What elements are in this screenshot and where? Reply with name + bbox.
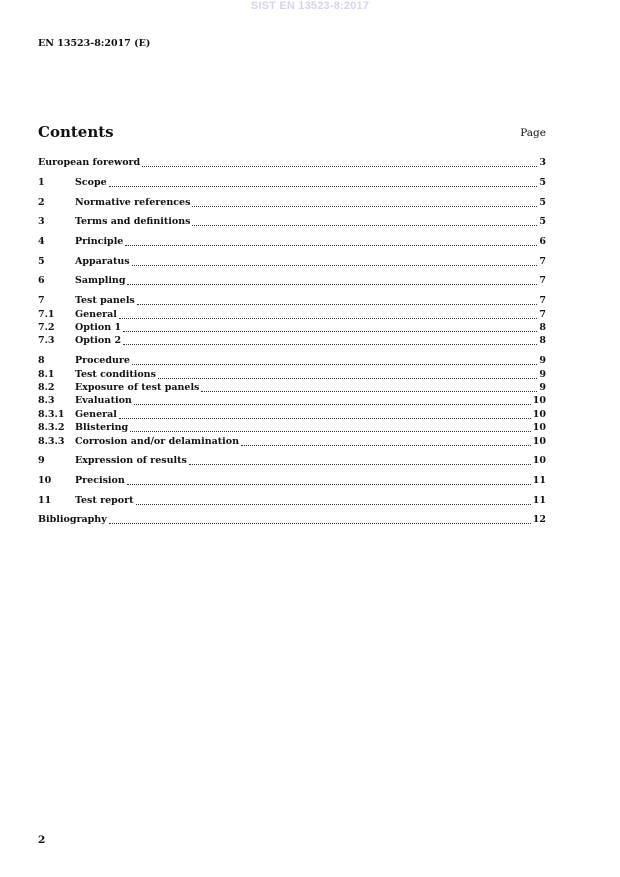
toc-leader-dots — [119, 411, 531, 419]
toc-entry[interactable] — [38, 177, 546, 189]
toc-entry-page: 10 — [532, 436, 546, 447]
toc-entry-title: Blistering — [75, 422, 129, 433]
watermark: SIST EN 13523-8:2017 — [250, 0, 370, 12]
toc-entry-page: 8 — [539, 322, 546, 333]
toc-leader-dots — [134, 397, 531, 405]
toc-entry-number: 7.3 — [38, 335, 55, 346]
toc-entry-number: 8 — [38, 355, 45, 366]
toc-entry-page: 10 — [532, 422, 546, 433]
toc-entry-page: 12 — [532, 514, 546, 525]
toc-leader-dots — [241, 438, 531, 446]
toc-entry-title: Test conditions — [75, 369, 156, 380]
toc-entry[interactable] — [38, 455, 546, 467]
toc-entry-page: 10 — [532, 409, 546, 420]
toc-entry-page: 7 — [539, 275, 546, 286]
toc-entry[interactable] — [38, 256, 546, 268]
toc-leader-dots — [123, 337, 537, 345]
toc-entry-title: Apparatus — [75, 256, 130, 267]
toc-entry[interactable] — [38, 309, 546, 321]
toc-leader-dots — [109, 516, 531, 524]
page-number: 2 — [38, 834, 46, 846]
toc-entry-page: 10 — [532, 455, 546, 466]
toc-entry-title: Exposure of test panels — [75, 382, 200, 393]
toc-entry-page: 8 — [539, 335, 546, 346]
page-column-label: Page — [520, 127, 546, 139]
toc-entry-page: 9 — [539, 355, 546, 366]
toc-entry-title: Procedure — [75, 355, 130, 366]
toc-entry[interactable] — [38, 369, 546, 381]
toc-entry[interactable] — [38, 436, 546, 448]
toc-entry-page: 9 — [539, 382, 546, 393]
toc-leader-dots — [130, 424, 531, 432]
toc-entry-number: 10 — [38, 475, 52, 486]
toc-entry-number: 7.1 — [38, 309, 55, 320]
toc-entry-number: 1 — [38, 177, 45, 188]
toc-entry-number: 8.3.3 — [38, 436, 65, 447]
toc-entry-number: 6 — [38, 275, 45, 286]
toc-entry-title: Test panels — [75, 295, 135, 306]
toc-entry[interactable] — [38, 197, 546, 209]
toc-entry-number: 2 — [38, 197, 45, 208]
toc-entry-title: Principle — [75, 236, 124, 247]
toc-entry-title: Expression of results — [75, 455, 187, 466]
toc-entry-title: Option 1 — [75, 322, 122, 333]
toc-leader-dots — [132, 357, 537, 365]
toc-entry-title: Terms and definitions — [75, 216, 191, 227]
toc-entry[interactable] — [38, 275, 546, 287]
toc-entry-title: European foreword — [38, 157, 141, 168]
toc-entry-title: General — [75, 409, 117, 420]
toc-entry-title: Test report — [75, 495, 134, 506]
toc-entry-page: 7 — [539, 295, 546, 306]
toc-entry[interactable] — [38, 514, 546, 526]
toc-entry-page: 10 — [532, 395, 546, 406]
toc-entry[interactable] — [38, 322, 546, 334]
toc-entry[interactable] — [38, 395, 546, 407]
toc-leader-dots — [192, 218, 537, 226]
toc-entry-number: 4 — [38, 236, 45, 247]
page-title: Contents — [38, 123, 114, 141]
toc-entry-page: 3 — [539, 157, 546, 168]
toc-leader-dots — [127, 277, 537, 285]
toc-entry[interactable] — [38, 422, 546, 434]
toc-entry-title: Option 2 — [75, 335, 122, 346]
toc-entry-title: Bibliography — [38, 514, 107, 525]
toc-leader-dots — [123, 324, 537, 332]
toc-entry-page: 9 — [539, 369, 546, 380]
toc-entry[interactable] — [38, 355, 546, 367]
toc-leader-dots — [132, 258, 538, 266]
toc-entry-page: 11 — [532, 495, 546, 506]
toc-entry-title: Scope — [75, 177, 107, 188]
toc-entry-number: 8.3 — [38, 395, 55, 406]
toc-entry-number: 8.2 — [38, 382, 55, 393]
toc-entry-number: 5 — [38, 256, 45, 267]
toc-entry-page: 5 — [539, 197, 546, 208]
toc-entry-page: 7 — [539, 309, 546, 320]
toc-entry-title: Normative references — [75, 197, 191, 208]
toc-entry-number: 3 — [38, 216, 45, 227]
toc-entry-title: Corrosion and/or delamination — [75, 436, 239, 447]
toc-entry[interactable] — [38, 335, 546, 347]
toc-entry-title: General — [75, 309, 117, 320]
toc-entry-page: 5 — [539, 177, 546, 188]
toc-entry-title: Sampling — [75, 275, 126, 286]
toc-entry-title: Precision — [75, 475, 125, 486]
toc-entry-number: 8.1 — [38, 369, 55, 380]
toc-leader-dots — [189, 457, 531, 465]
toc-entry-page: 6 — [539, 236, 546, 247]
toc-entry-number: 8.3.1 — [38, 409, 65, 420]
toc-leader-dots — [142, 159, 537, 167]
toc-entry-title: Evaluation — [75, 395, 132, 406]
toc-leader-dots — [127, 477, 531, 485]
toc-entry-number: 8.3.2 — [38, 422, 65, 433]
toc-entry[interactable] — [38, 295, 546, 307]
toc-entry-number: 11 — [38, 495, 52, 506]
toc-entry-page: 11 — [532, 475, 546, 486]
toc-leader-dots — [137, 297, 538, 305]
toc-entry-page: 5 — [539, 216, 546, 227]
document-id: EN 13523-8:2017 (E) — [38, 38, 151, 49]
toc-leader-dots — [119, 311, 537, 319]
toc-leader-dots — [109, 179, 538, 187]
toc-leader-dots — [125, 238, 537, 246]
toc-entry-number: 9 — [38, 455, 45, 466]
toc-entry[interactable] — [38, 382, 546, 394]
toc-leader-dots — [158, 371, 537, 379]
toc-entry-number: 7.2 — [38, 322, 55, 333]
toc-entry[interactable] — [38, 236, 546, 248]
toc-entry[interactable] — [38, 409, 546, 421]
toc-entry-page: 7 — [539, 256, 546, 267]
toc-entry[interactable] — [38, 475, 546, 487]
toc-entry-number: 7 — [38, 295, 45, 306]
toc-entry[interactable] — [38, 157, 546, 169]
toc-leader-dots — [192, 199, 537, 207]
toc-leader-dots — [201, 384, 537, 392]
toc-entry[interactable] — [38, 495, 546, 507]
toc-entry[interactable] — [38, 216, 546, 228]
toc-leader-dots — [136, 497, 531, 505]
